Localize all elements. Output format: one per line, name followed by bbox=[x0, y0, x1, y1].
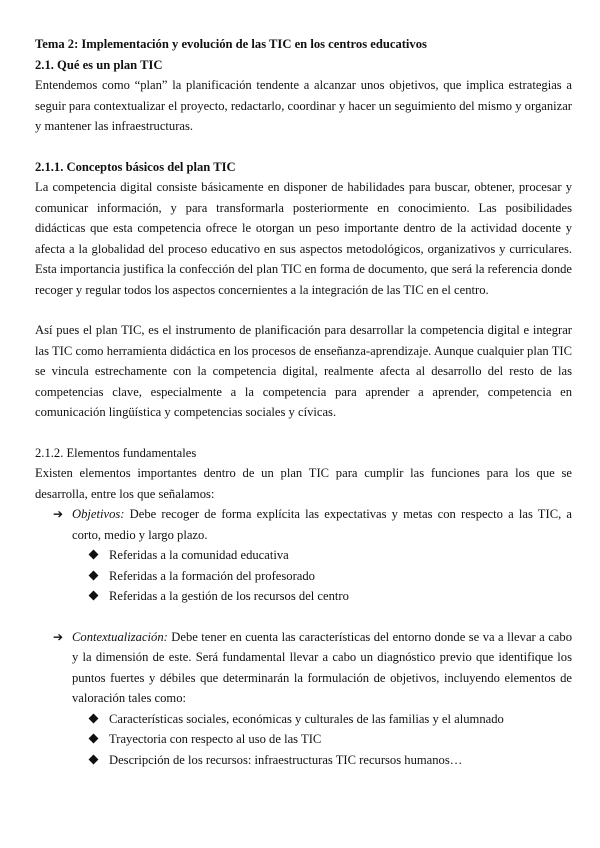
item-label: Contextualización: bbox=[72, 629, 168, 644]
document-page bbox=[35, 34, 572, 770]
arrow-bullet-icon: ➔ bbox=[53, 629, 64, 644]
list-item-contextualizacion bbox=[35, 627, 572, 709]
diamond-bullet-icon bbox=[89, 570, 99, 580]
section-heading-2-1: 2.1. Qué es un plan TIC bbox=[35, 57, 163, 72]
list-item: Trayectoria con respecto al uso de las TIC bbox=[109, 729, 572, 750]
diamond-bullet-icon bbox=[89, 734, 99, 744]
sub-list-contextualizacion bbox=[35, 709, 572, 771]
list-item: Referidas a la formación del profesorado bbox=[109, 566, 572, 587]
section-heading-2-1-1: 2.1.1. Conceptos básicos del plan TIC bbox=[35, 159, 236, 174]
paragraph: Entendemos como “plan” la planificación tendente a alcanzar unos objetivos, que implica estrategias a seguir para contextualizar el proyecto, redactarlo, coordinar y hacer un seguimiento del mismo y organizar y mantener las infraestructuras. bbox=[35, 78, 572, 133]
list-item: Referidas a la comunidad educativa bbox=[109, 545, 572, 566]
list-item: Referidas a la gestión de los recursos del centro bbox=[109, 586, 572, 607]
paragraph: Existen elementos importantes dentro de un plan TIC para cumplir las funciones para los que se desarrolla, entre los que señalamos: bbox=[35, 466, 572, 501]
list-item: Características sociales, económicas y culturales de las familias y el alumnado bbox=[109, 709, 572, 730]
item-text: Debe tener en cuenta las características del entorno donde se va a llevar a cabo y la dimensión de este. Será fundamental llevar a cabo un diagnóstico previo que identifique los puntos fuertes y débiles que determinarán la formulación de objetivos, incluyendo elementos de valoración tales como: bbox=[72, 629, 572, 705]
arrow-bullet-icon: ➔ bbox=[53, 507, 64, 521]
section-heading-2-1-2: 2.1.2. Elementos fundamentales bbox=[35, 445, 197, 460]
paragraph: Así pues el plan TIC, es el instrumento de planificación para desarrollar la competencia digital e integrar las TIC como herramienta didáctica en los procesos de enseñanza-aprendizaje. Aunque cualquier plan TIC se vincula estrechamente con la competencia digital, realmente afecta al desarrollo del resto de las competencias clave, especialmente a la competencia para aprender a aprender, competencia en comunicación lingüística y competencias sociales y cívicas. bbox=[35, 323, 572, 419]
diamond-bullet-icon bbox=[89, 713, 99, 723]
list-item: Descripción de los recursos: infraestructuras TIC recursos humanos… bbox=[109, 750, 572, 771]
diamond-bullet-icon bbox=[89, 591, 99, 601]
document-title: Tema 2: Implementación y evolución de las TIC en los centros educativos bbox=[35, 37, 427, 51]
item-label: Objetivos: bbox=[72, 507, 125, 521]
diamond-bullet-icon bbox=[89, 550, 99, 560]
diamond-bullet-icon bbox=[89, 754, 99, 764]
item-text: Debe recoger de forma explícita las expectativas y metas con respecto a las TIC, a corto, medio y largo plazo. bbox=[72, 507, 572, 542]
sub-list-objetivos bbox=[35, 545, 572, 607]
list-item-objetivos bbox=[35, 504, 572, 545]
paragraph: La competencia digital consiste básicamente en disponer de habilidades para buscar, obtener, procesar y comunicar información, y para transformarla posteriormente en conocimiento. Las posibilidades didácticas que esta competencia ofrece le otorgan un peso importante dentro de la actividad docente y afecta a la globalidad del proceso educativo en sus aspectos metodológicos, organizativos y curriculares. Esta importancia justifica la confección del plan TIC en forma de documento, que será la referencia donde recoger y regular todos los aspectos concernientes a la integración de las TIC en el centro. bbox=[35, 180, 572, 297]
